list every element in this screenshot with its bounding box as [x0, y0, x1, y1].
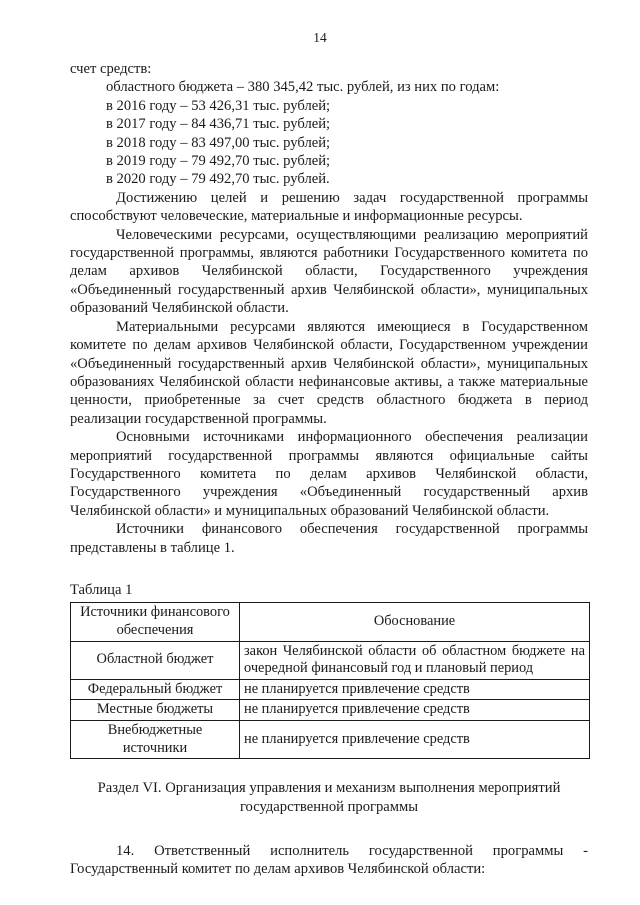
table-cell-source: Федеральный бюджет: [71, 679, 240, 700]
table-cell-source: Внебюджетные источники: [71, 720, 240, 758]
table-cell-basis: не планируется привлечение средств: [240, 700, 590, 721]
paragraph-human-resources: Человеческими ресурсами, осуществляющими реализацию мероприятий государственной программы, являются работники Государственного комитета по делам архивов Челябинской области, Государственного учреждения «Объединенный государственный архив Челябинской области», муниципальных образований Челябинской области.: [70, 226, 588, 317]
table-row: [71, 679, 590, 700]
paragraph-funding-sources: Источники финансового обеспечения государственной программы представлены в таблице 1.: [70, 521, 588, 556]
funding-year-line: в 2017 году – 84 436,71 тыс. рублей;: [106, 116, 331, 133]
funding-sources-table: [70, 602, 590, 759]
paragraph-information-resources: Основными источниками информационного обеспечения реализации мероприятий государственной программы являются официальные сайты Государственного комитета по делам архивов Челябинской области, Государственного учреждения «Объединенный государственный архив Челябинской области» и муниципальных образований Челябинской области.: [70, 429, 588, 519]
funding-year-line: в 2016 году – 53 426,31 тыс. рублей;: [106, 97, 331, 114]
page-body: [70, 60, 588, 879]
paragraph-resources: Достижению целей и решению задач государственной программы способствуют человеческие, материальные и информационные ресурсы.: [70, 189, 588, 225]
table-header-basis: Обоснование: [240, 603, 590, 641]
table-header-sources: Источники финансового обеспечения: [71, 603, 240, 641]
section-heading: Раздел VI. Организация управления и механизм выполнения мероприятий государственной программы: [97, 780, 561, 815]
table-cell-source: Местные бюджеты: [71, 700, 240, 721]
regional-budget-total: областного бюджета – 380 345,42 тыс. рублей, из них по годам:: [106, 79, 500, 96]
table-header-row: [71, 603, 590, 641]
funding-year-line: в 2019 году – 79 492,70 тыс. рублей;: [106, 153, 331, 170]
table-cell-basis: не планируется привлечение средств: [240, 679, 590, 700]
table-cell-basis: не планируется привлечение средств: [240, 720, 590, 758]
table-row: [71, 641, 590, 679]
table-cell-source: Областной бюджет: [71, 641, 240, 679]
funding-year-line: в 2018 году – 83 497,00 тыс. рублей;: [106, 134, 331, 151]
table-cell-basis: закон Челябинской области об областном бюджете на очередной финансовый год и плановый период: [240, 641, 590, 679]
table-caption: Таблица 1: [70, 581, 133, 598]
table-row: [71, 700, 590, 721]
funding-year-line: в 2020 году – 79 492,70 тыс. рублей.: [106, 171, 330, 188]
numbered-item-14: 14. Ответственный исполнитель государственной программы - Государственный комитет по делам архивов Челябинской области:: [70, 842, 588, 878]
table-row: [71, 720, 590, 758]
page-number: 14: [313, 30, 327, 45]
funding-intro-line: счет средств:: [70, 61, 152, 77]
paragraph-material-resources: Материальными ресурсами являются имеющиеся в Государственном комитете по делам архивов Челябинской области, Государственном учреждении «Объединенный государственный архив Челябинской области», муниципальных образованиях Челябинской области нефинансовые активы, а также материальные ценности, приобретенные за счет средств областного бюджета в период реализации государственной программы.: [70, 318, 588, 427]
